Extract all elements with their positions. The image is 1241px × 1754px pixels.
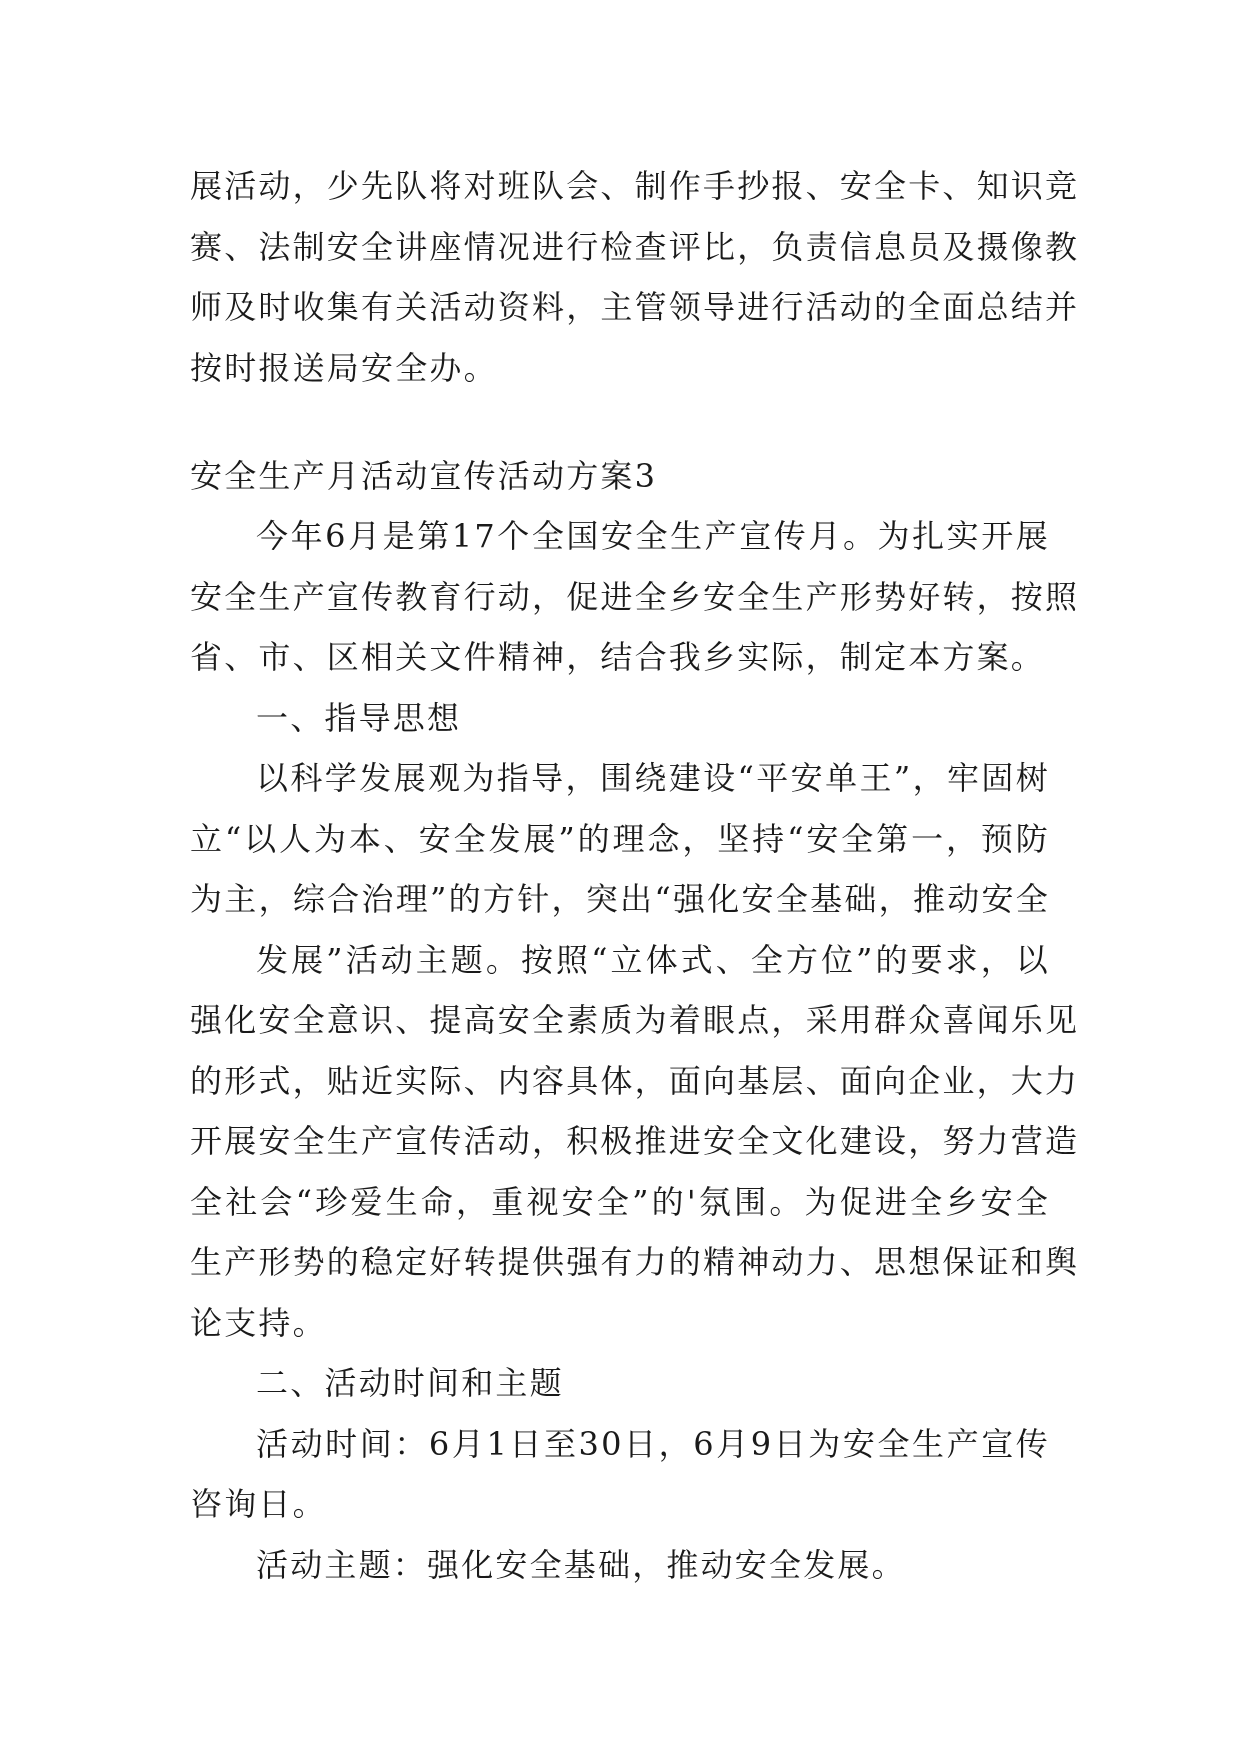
- paragraph-line: 生产形势的稳定好转提供强有力的精神动力、思想保证和舆: [190, 1243, 1080, 1281]
- heading-guiding-ideology: 一、指导思想: [256, 699, 462, 737]
- paragraph-line: 师及时收集有关活动资料，主管领导进行活动的全面总结并: [190, 288, 1080, 326]
- paragraph-line: 赛、法制安全讲座情况进行检查评比，负责信息员及摄像教: [190, 228, 1080, 266]
- paragraph-line: 论支持。: [190, 1304, 327, 1342]
- paragraph-line: 为主，综合治理”的方针，突出“强化安全基础，推动安全: [190, 880, 1050, 918]
- paragraph-line: 咨询日。: [190, 1485, 327, 1523]
- section-title: 安全生产月活动宣传活动方案3: [190, 457, 658, 495]
- heading-activity-time-theme: 二、活动时间和主题: [256, 1364, 564, 1402]
- paragraph-line: 发展”活动主题。按照“立体式、全方位”的要求，以: [256, 941, 1050, 979]
- paragraph-line: 以科学发展观为指导，围绕建设“平安单王”，牢固树: [256, 759, 1050, 797]
- paragraph-line: 省、市、区相关文件精神，结合我乡实际，制定本方案。: [190, 638, 1046, 676]
- paragraph-line: 安全生产宣传教育行动，促进全乡安全生产形势好转，按照: [190, 578, 1080, 616]
- paragraph-line: 展活动，少先队将对班队会、制作手抄报、安全卡、知识竞: [190, 167, 1080, 205]
- paragraph-line: 开展安全生产宣传活动，积极推进安全文化建设，努力营造: [190, 1122, 1080, 1160]
- paragraph-line: 今年6月是第17个全国安全生产宣传月。为扎实开展: [256, 517, 1050, 555]
- paragraph-line: 立“以人为本、安全发展”的理念，坚持“安全第一，预防: [190, 820, 1050, 858]
- paragraph-line: 活动主题：强化安全基础，推动安全发展。: [256, 1546, 906, 1584]
- paragraph-line: 全社会“珍爱生命，重视安全”的'氛围。为促进全乡安全: [190, 1183, 1050, 1221]
- paragraph-line: 活动时间：6月1日至30日，6月9日为安全生产宣传: [256, 1425, 1050, 1463]
- paragraph-line: 强化安全意识、提高安全素质为着眼点，采用群众喜闻乐见: [190, 1001, 1080, 1039]
- paragraph-line: 的形式，贴近实际、内容具体，面向基层、面向企业，大力: [190, 1062, 1080, 1100]
- paragraph-line: 按时报送局安全办。: [190, 349, 498, 387]
